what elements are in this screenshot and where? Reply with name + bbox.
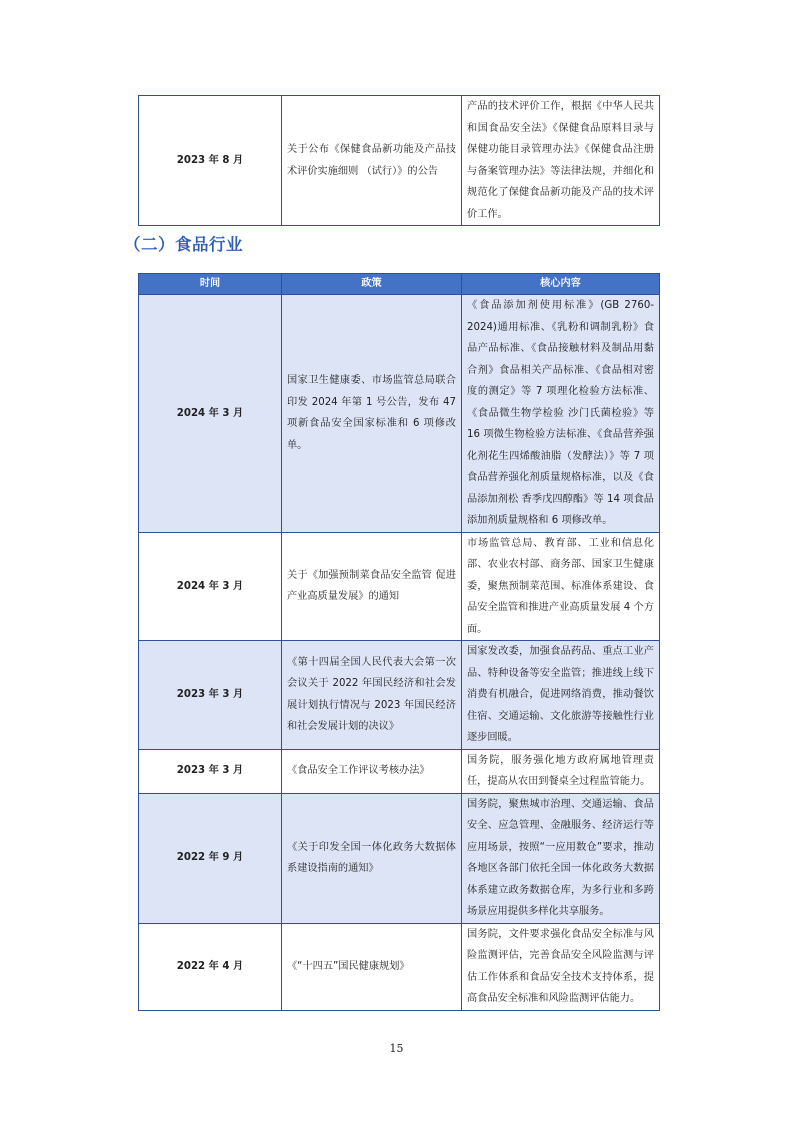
time-cell: 2022 年 4 月 — [139, 923, 282, 1010]
header-time: 时间 — [139, 274, 282, 295]
policy-cell: 《食品安全工作评议考核办法》 — [282, 749, 462, 793]
section-title: （二）食品行业 — [124, 235, 243, 254]
content-cell: 国务院，文件要求强化食品安全标准与风险监测评估，完善食品安全风险监测与评估工作体系和食品安全技术支持体系，提高食品安全标准和风险监测评估能力。 — [462, 923, 660, 1010]
policy-cell: 关于公布《保健食品新功能及产品技术评价实施细则 （试行）》的公告 — [282, 96, 462, 226]
time-cell: 2023 年 3 月 — [139, 641, 282, 750]
time-cell: 2024 年 3 月 — [139, 295, 282, 533]
content-cell: 国家发改委，加强食品药品、重点工业产品、特种设备等安全监管；推进线上线下消费有机融合，促进网络消费，推动餐饮住宿、交通运输、文化旅游等接触性行业逐步回暖。 — [462, 641, 660, 750]
policy-cell: 国家卫生健康委、市场监管总局联合印发 2024 年第 1 号公告，发布 47 项新食品安全国家标准和 6 项修改单。 — [282, 295, 462, 533]
content-cell: 市场监管总局、教育部、工业和信息化部、农业农村部、商务部、国家卫生健康委，聚焦预制菜范围、标准体系建设、食品安全监管和推进产业高质量发展 4 个方面。 — [462, 532, 660, 641]
policy-cell: 关于《加强预制菜食品安全监管 促进产业高质量发展》的通知 — [282, 532, 462, 641]
policy-cell: 《关于印发全国一体化政务大数据体系建设指南的通知》 — [282, 793, 462, 923]
content-cell: 国务院，服务强化地方政府属地管理责任，提高从农田到餐桌全过程监管能力。 — [462, 749, 660, 793]
table-row — [139, 793, 660, 923]
food-industry-policy-table — [138, 273, 660, 1011]
table-row — [139, 923, 660, 1010]
page-number: 15 — [389, 1042, 404, 1055]
header-policy: 政策 — [282, 274, 462, 295]
time-cell: 2023 年 3 月 — [139, 749, 282, 793]
policy-cell: 《“十四五”国民健康规划》 — [282, 923, 462, 1010]
content-cell: 产品的技术评价工作，根据《中华人民共和国食品安全法》《保健食品原料目录与保健功能目录管理办法》《保健食品注册与备案管理办法》等法律法规，并细化和规范化了保健食品新功能及产品的技术评价工作。 — [462, 96, 660, 226]
table-row — [139, 641, 660, 750]
table-row — [139, 295, 660, 533]
time-cell: 2023 年 8 月 — [139, 96, 282, 226]
table-row — [139, 749, 660, 793]
content-cell: 《食品添加剂使用标准》(GB 2760-2024)通用标准、《乳粉和调制乳粉》食品产品标准、《食品接触材料及制品用黏合剂》食品相关产品标准、《食品相对密度的测定》等 7 项理化检验方法标准、《食品微生物学检验 沙门氏菌检验》等 16 项微生物检验方法标准、《食品营养强化剂花生四烯酸油脂（发酵法）》等 7 项食品营养强化剂质量规格标准，以及《食品添加剂松 香季戊四醇酯》等 14 项食品添加剂质量规格和 6 项修改单。 — [462, 295, 660, 533]
content-cell: 国务院，聚焦城市治理、交通运输、食品安全、应急管理、金融服务、经济运行等应用场景，按照“一应用数仓”要求，推动各地区各部门依托全国一体化政务大数据体系建立政务数据仓库，为多行业和多跨场景应用提供多样化共享服务。 — [462, 793, 660, 923]
table-row — [139, 532, 660, 641]
time-cell: 2022 年 9 月 — [139, 793, 282, 923]
policy-cell: 《第十四届全国人民代表大会第一次会议关于 2022 年国民经济和社会发展计划执行情况与 2023 年国民经济和社会发展计划的决议》 — [282, 641, 462, 750]
table-row — [139, 96, 660, 226]
header-content: 核心内容 — [462, 274, 660, 295]
time-cell: 2024 年 3 月 — [139, 532, 282, 641]
continued-policy-table — [138, 95, 660, 226]
table-header-row — [139, 274, 660, 295]
